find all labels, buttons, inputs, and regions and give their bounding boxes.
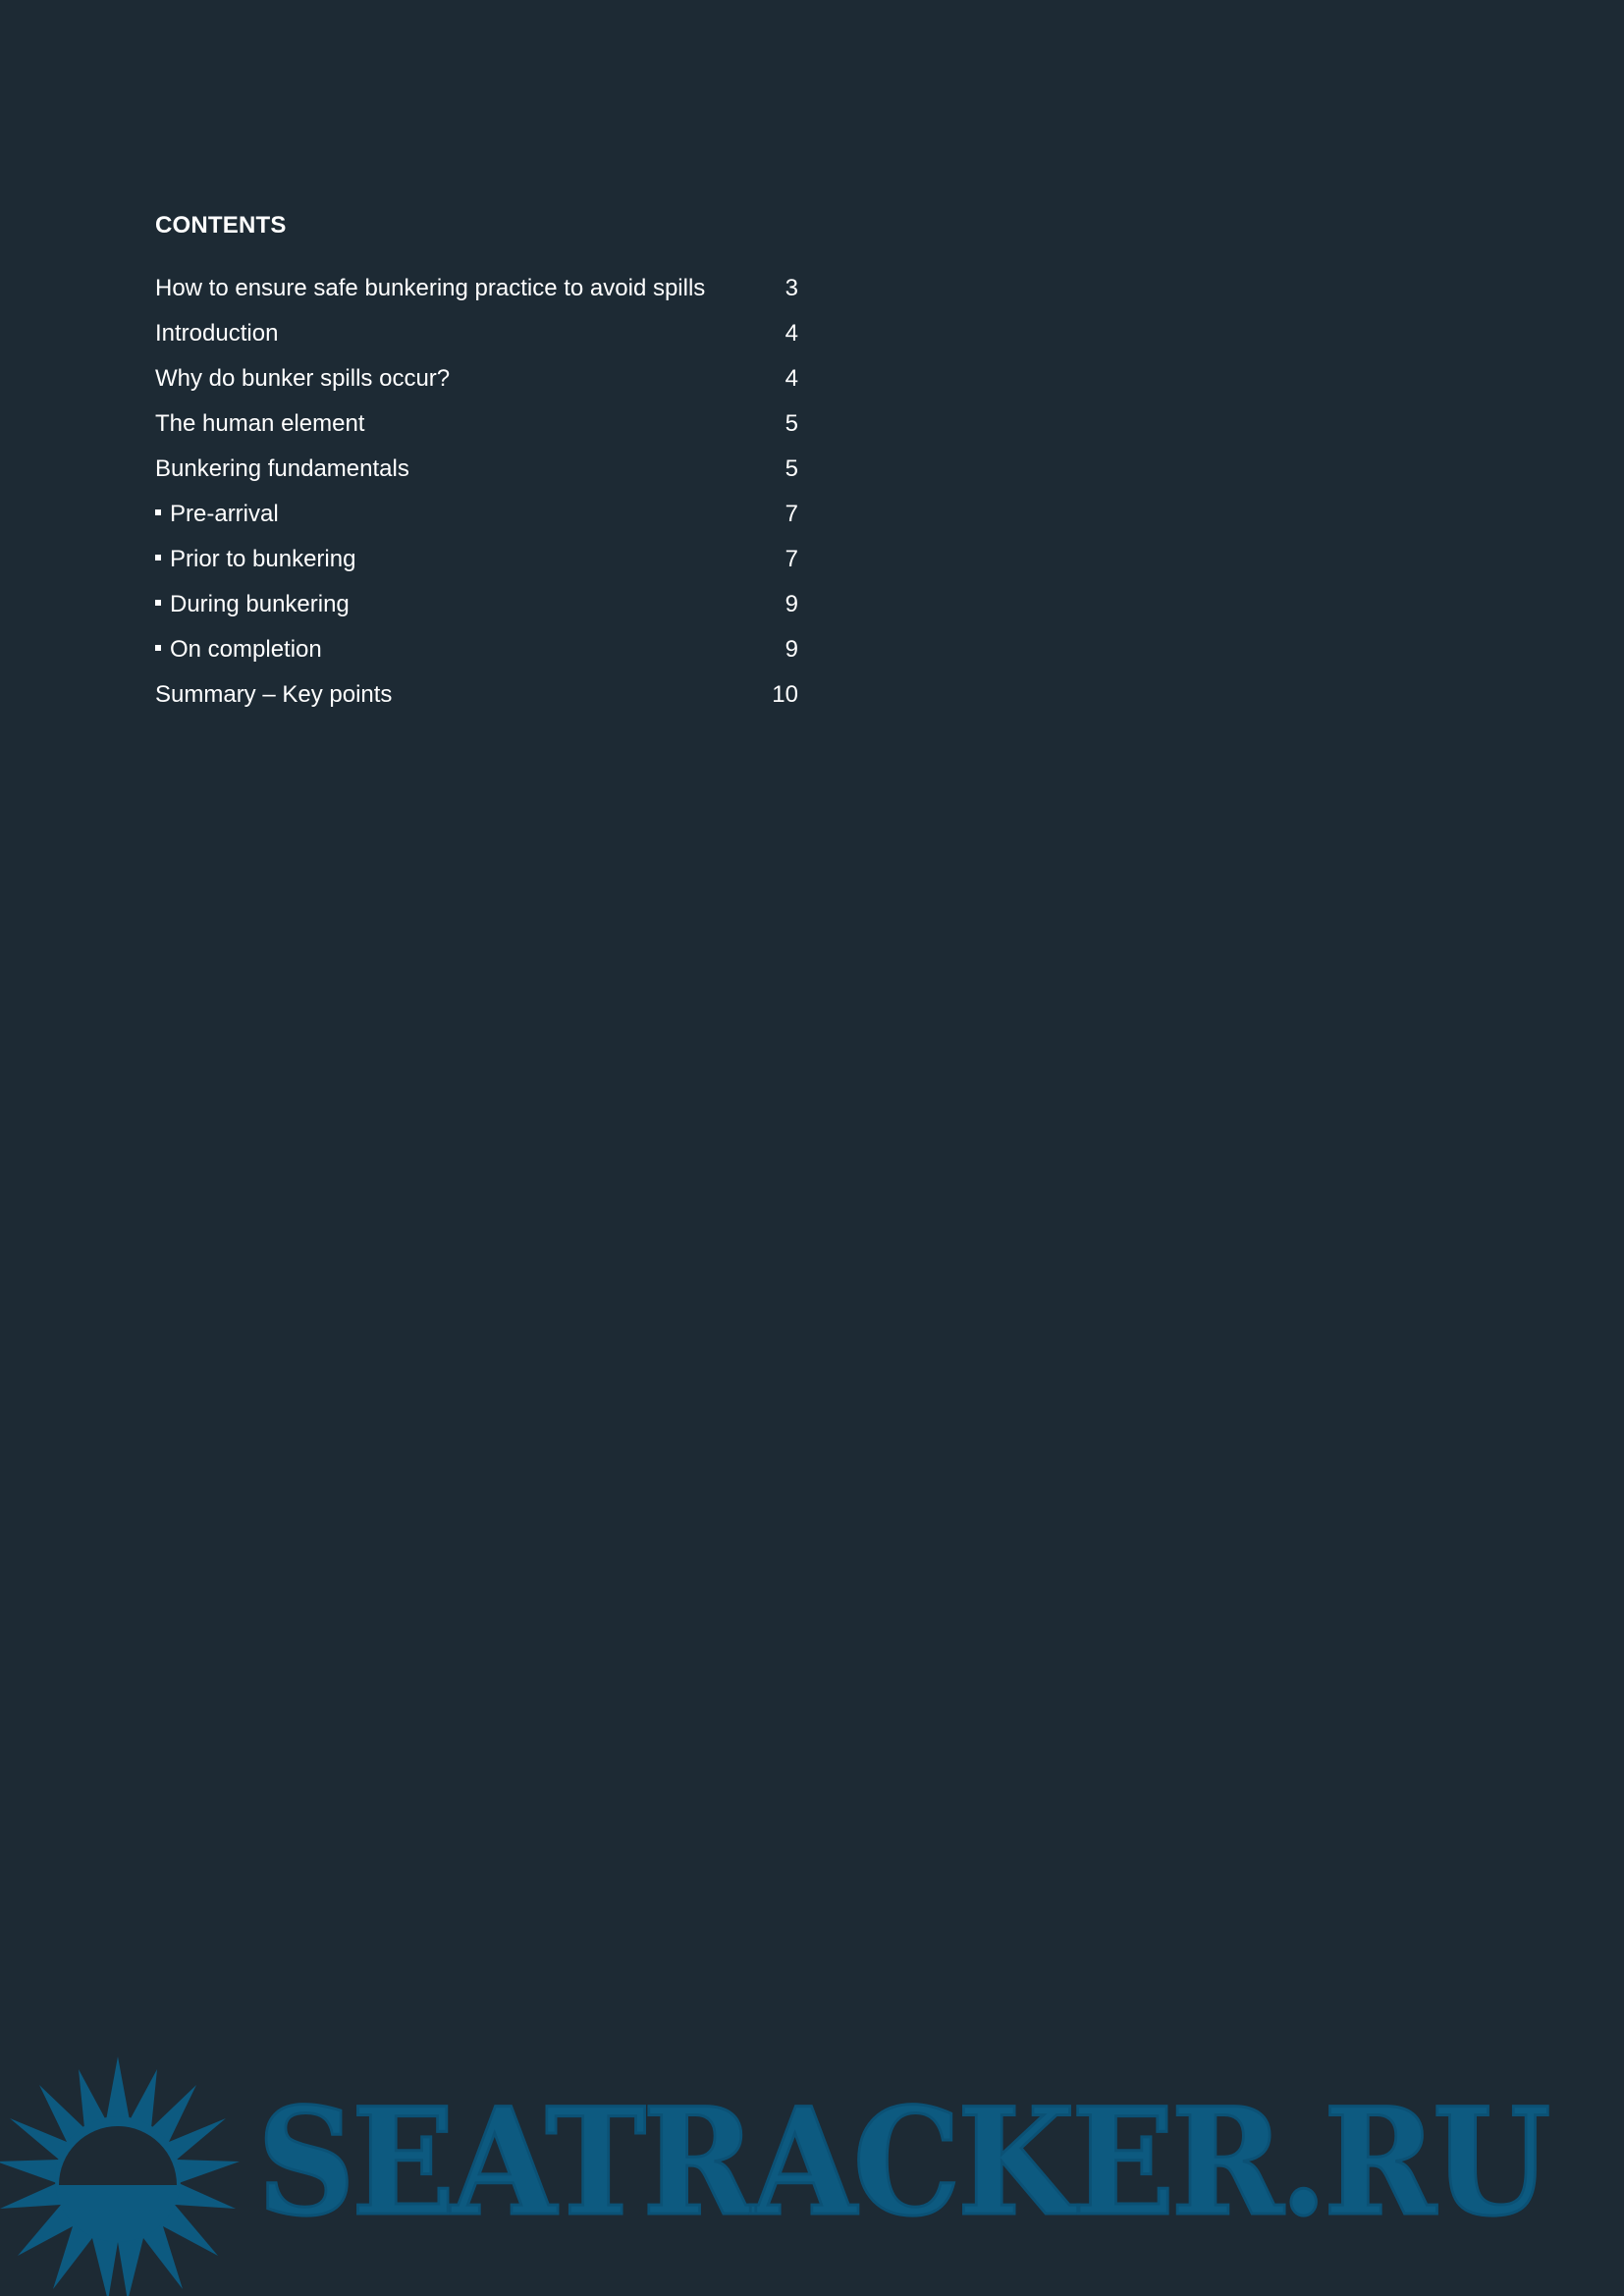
toc-entry[interactable] (155, 359, 798, 404)
toc-entry-label: Pre-arrival (170, 501, 279, 527)
toc-entry-page: 5 (785, 455, 798, 482)
toc-subentry[interactable] (155, 585, 798, 630)
toc-entry-page: 7 (785, 501, 798, 527)
toc-entry-label: On completion (170, 636, 322, 663)
toc-entry-label: Prior to bunkering (170, 546, 356, 572)
toc-entry[interactable] (155, 404, 798, 450)
toc-entry-label: Summary – Key points (155, 681, 393, 708)
toc-entry-page: 5 (785, 410, 798, 437)
toc-entry[interactable] (155, 314, 798, 359)
toc-entry-label: Introduction (155, 320, 279, 347)
toc-entry[interactable] (155, 269, 798, 314)
toc-entry-label: During bunkering (170, 591, 350, 617)
toc-entry-page: 4 (785, 320, 798, 347)
toc-entry-label: The human element (155, 410, 365, 437)
toc-entry[interactable] (155, 450, 798, 495)
toc-subentry[interactable] (155, 540, 798, 585)
toc-entry-label: Bunkering fundamentals (155, 455, 409, 482)
toc-subentry[interactable] (155, 495, 798, 540)
bullet-square-icon (155, 645, 161, 651)
toc-entry-page: 4 (785, 365, 798, 392)
bullet-square-icon (155, 600, 161, 606)
toc-list (155, 269, 798, 721)
toc-entry-page: 10 (772, 681, 798, 708)
toc-entry-page: 7 (785, 546, 798, 572)
table-of-contents (155, 208, 798, 721)
toc-entry-label: Why do bunker spills occur? (155, 365, 451, 392)
bullet-square-icon (155, 555, 161, 561)
toc-entry[interactable] (155, 675, 798, 721)
toc-subentry[interactable] (155, 630, 798, 675)
toc-entry-page: 9 (785, 636, 798, 663)
bullet-square-icon (155, 509, 161, 515)
toc-entry-page: 9 (785, 591, 798, 617)
toc-entry-label: How to ensure safe bunkering practice to avoid spills (155, 275, 706, 301)
toc-entry-page: 3 (785, 275, 798, 301)
sun-icon (0, 2056, 240, 2296)
contents-heading: CONTENTS (155, 212, 287, 239)
watermark-text: SEATRACKER.RU (257, 2076, 1547, 2249)
